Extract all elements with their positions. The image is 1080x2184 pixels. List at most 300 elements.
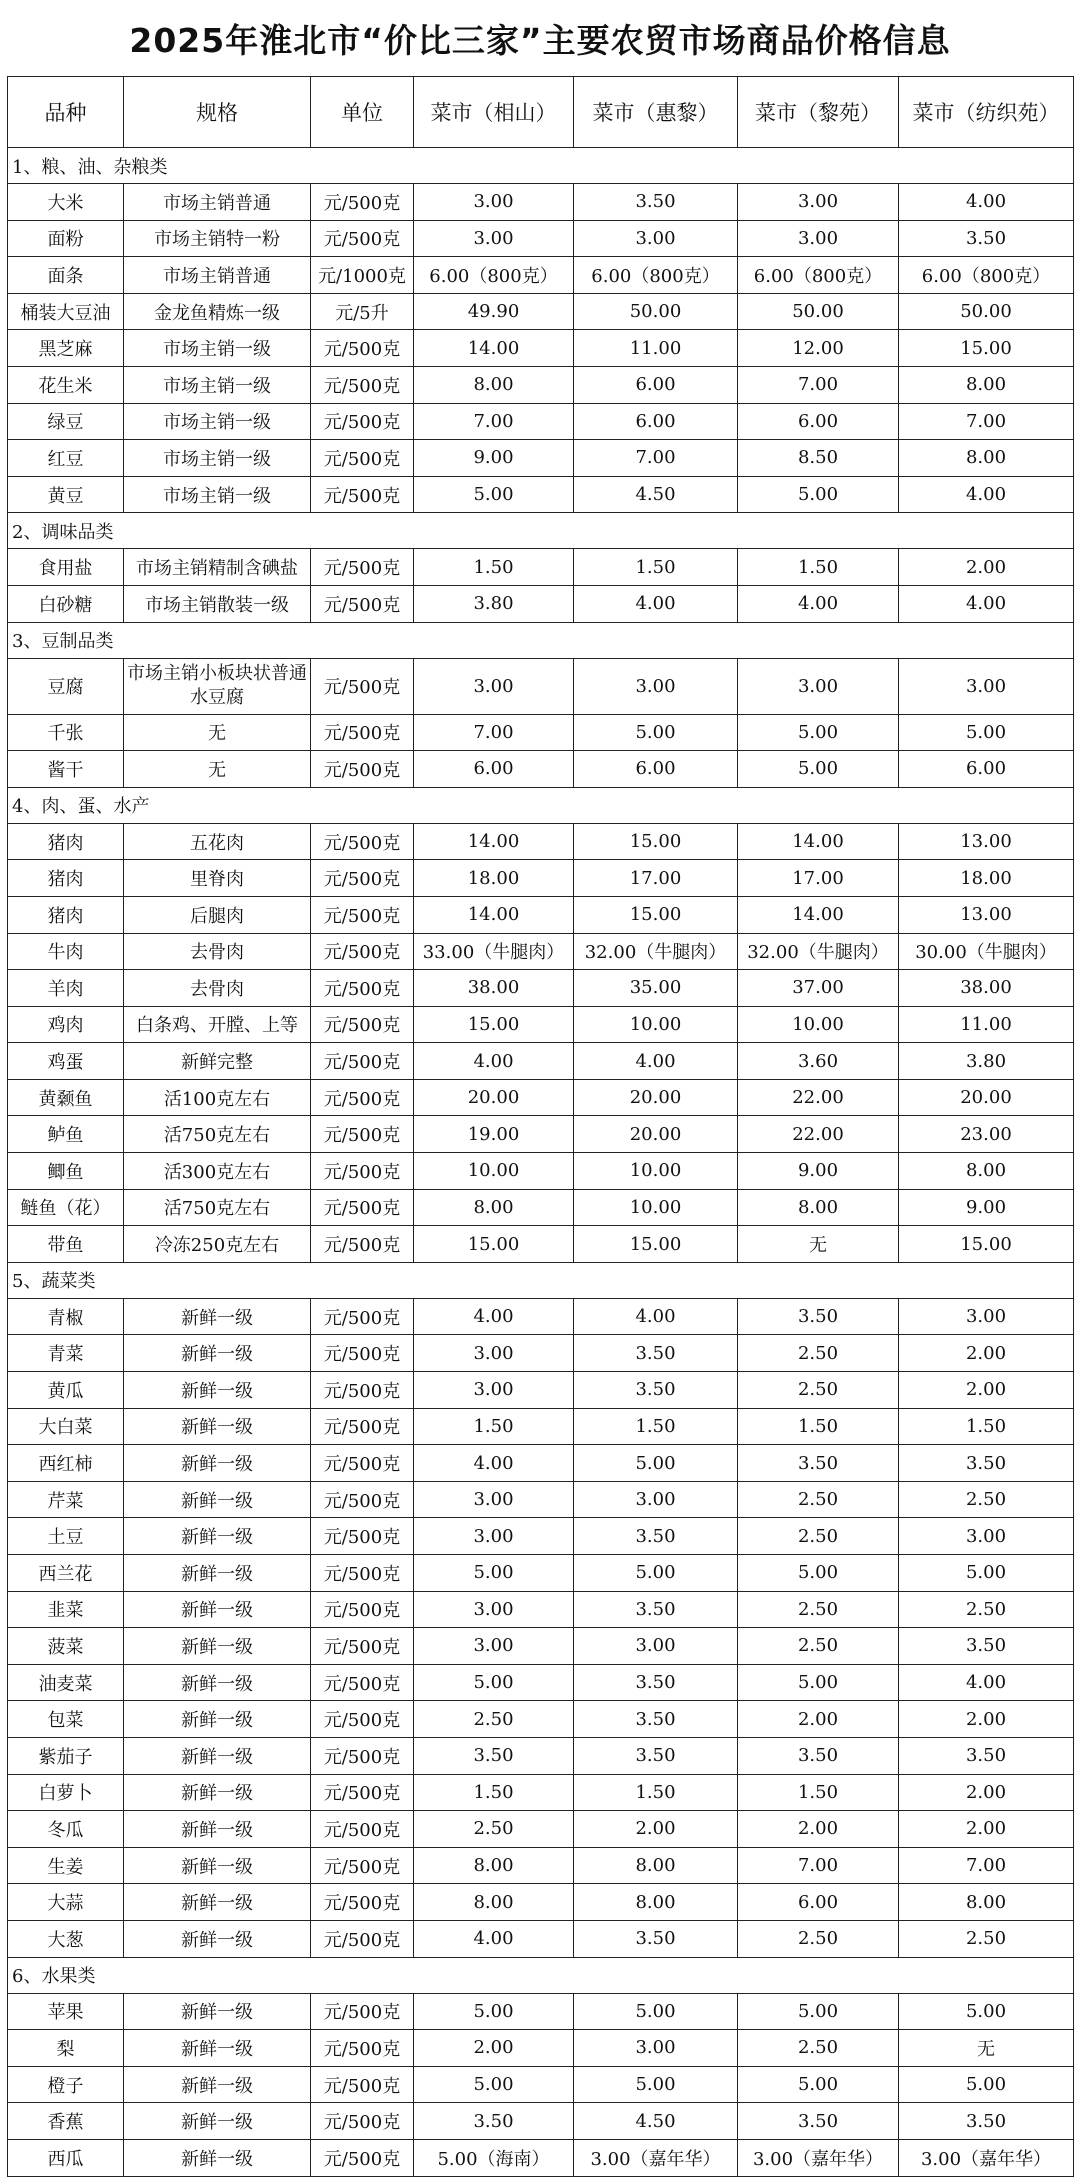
price-fangzhiyuan: 50.00 [899, 293, 1074, 330]
price-huili: 20.00 [574, 1079, 738, 1116]
price-fangzhiyuan: 9.00 [899, 1189, 1074, 1226]
price-huili: 3.50 [574, 184, 738, 221]
header-row [8, 77, 1074, 148]
price-liyuan: 5.00 [738, 476, 899, 513]
table-row [8, 2139, 1074, 2176]
price-xiangshan: 14.00 [414, 330, 574, 367]
spec-cell: 新鲜一级 [124, 1774, 311, 1811]
price-fangzhiyuan: 3.50 [899, 1737, 1074, 1774]
variety-cell: 白萝卜 [8, 1774, 124, 1811]
price-xiangshan: 5.00 [414, 1555, 574, 1592]
price-xiangshan: 3.80 [414, 585, 574, 622]
price-huili: 3.00 [574, 1628, 738, 1665]
price-fangzhiyuan: 3.00 [899, 1298, 1074, 1335]
table-row [8, 1445, 1074, 1482]
unit-cell: 元/500克 [311, 1884, 414, 1921]
price-liyuan: 1.50 [738, 1774, 899, 1811]
spec-cell: 新鲜一级 [124, 1737, 311, 1774]
variety-cell: 鸡肉 [8, 1006, 124, 1043]
spec-cell: 无 [124, 714, 311, 751]
unit-cell: 元/500克 [311, 403, 414, 440]
variety-cell: 牛肉 [8, 933, 124, 970]
variety-cell: 鲢鱼（花） [8, 1189, 124, 1226]
price-liyuan: 3.00 [738, 658, 899, 714]
price-liyuan: 5.00 [738, 2066, 899, 2103]
spec-cell: 市场主销一级 [124, 330, 311, 367]
variety-cell: 西红柿 [8, 1445, 124, 1482]
unit-cell: 元/500克 [311, 1043, 414, 1080]
table-row [8, 1189, 1074, 1226]
price-xiangshan: 1.50 [414, 549, 574, 586]
variety-cell: 羊肉 [8, 970, 124, 1007]
price-table [7, 76, 1074, 2177]
unit-cell: 元/500克 [311, 1920, 414, 1957]
price-liyuan: 50.00 [738, 293, 899, 330]
price-fangzhiyuan: 3.50 [899, 2103, 1074, 2140]
variety-cell: 酱干 [8, 751, 124, 788]
price-fangzhiyuan: 5.00 [899, 1993, 1074, 2030]
price-huili: 3.00 [574, 2030, 738, 2067]
price-huili: 50.00 [574, 293, 738, 330]
price-huili: 32.00（牛腿肉） [574, 933, 738, 970]
price-fangzhiyuan: 4.00 [899, 585, 1074, 622]
price-xiangshan: 5.00 [414, 476, 574, 513]
price-liyuan: 2.50 [738, 1518, 899, 1555]
spec-cell: 新鲜一级 [124, 1664, 311, 1701]
table-row [8, 2066, 1074, 2103]
table-row [8, 403, 1074, 440]
variety-cell: 大白菜 [8, 1408, 124, 1445]
price-huili: 5.00 [574, 2066, 738, 2103]
price-liyuan: 9.00 [738, 1153, 899, 1190]
price-liyuan: 2.00 [738, 1811, 899, 1848]
table-row [8, 1884, 1074, 1921]
table-row [8, 585, 1074, 622]
price-xiangshan: 8.00 [414, 1884, 574, 1921]
category-row [8, 148, 1074, 184]
price-fangzhiyuan: 2.00 [899, 1335, 1074, 1372]
price-huili: 6.00 [574, 366, 738, 403]
table-row [8, 1628, 1074, 1665]
spec-cell: 后腿肉 [124, 896, 311, 933]
price-xiangshan: 4.00 [414, 1445, 574, 1482]
price-xiangshan: 3.00 [414, 1335, 574, 1372]
price-huili: 3.50 [574, 1701, 738, 1738]
table-row [8, 476, 1074, 513]
price-fangzhiyuan: 7.00 [899, 1847, 1074, 1884]
table-row [8, 1811, 1074, 1848]
unit-cell: 元/500克 [311, 440, 414, 477]
table-row [8, 2103, 1074, 2140]
price-liyuan: 3.60 [738, 1043, 899, 1080]
price-fangzhiyuan: 11.00 [899, 1006, 1074, 1043]
table-row [8, 896, 1074, 933]
price-fangzhiyuan: 2.00 [899, 1372, 1074, 1409]
price-xiangshan: 5.00 [414, 1993, 574, 2030]
spec-cell: 市场主销普通 [124, 184, 311, 221]
header-market-liyuan: 菜市（黎苑） [738, 77, 899, 148]
price-xiangshan: 14.00 [414, 896, 574, 933]
unit-cell: 元/500克 [311, 2030, 414, 2067]
variety-cell: 面粉 [8, 220, 124, 257]
variety-cell: 绿豆 [8, 403, 124, 440]
price-fangzhiyuan: 5.00 [899, 1555, 1074, 1592]
price-xiangshan: 8.00 [414, 366, 574, 403]
category-label: 5、蔬菜类 [8, 1262, 1074, 1298]
price-huili: 1.50 [574, 1774, 738, 1811]
price-huili: 3.00 [574, 220, 738, 257]
category-row [8, 787, 1074, 823]
table-row [8, 1043, 1074, 1080]
price-liyuan: 2.50 [738, 1335, 899, 1372]
variety-cell: 冬瓜 [8, 1811, 124, 1848]
price-huili: 5.00 [574, 1445, 738, 1482]
price-liyuan: 2.50 [738, 1591, 899, 1628]
price-huili: 6.00 [574, 403, 738, 440]
unit-cell: 元/500克 [311, 1628, 414, 1665]
price-fangzhiyuan: 13.00 [899, 896, 1074, 933]
price-xiangshan: 3.00 [414, 220, 574, 257]
price-liyuan: 6.00 [738, 1884, 899, 1921]
spec-cell: 市场主销普通 [124, 257, 311, 294]
spec-cell: 市场主销散装一级 [124, 585, 311, 622]
price-fangzhiyuan: 8.00 [899, 1153, 1074, 1190]
table-row [8, 440, 1074, 477]
unit-cell: 元/500克 [311, 1153, 414, 1190]
price-huili: 3.50 [574, 1920, 738, 1957]
table-row [8, 860, 1074, 897]
price-fangzhiyuan: 3.00 [899, 658, 1074, 714]
price-xiangshan: 49.90 [414, 293, 574, 330]
price-liyuan: 无 [738, 1226, 899, 1263]
price-xiangshan: 2.00 [414, 2030, 574, 2067]
variety-cell: 橙子 [8, 2066, 124, 2103]
spec-cell: 新鲜一级 [124, 1701, 311, 1738]
unit-cell: 元/500克 [311, 366, 414, 403]
variety-cell: 黄瓜 [8, 1372, 124, 1409]
price-liyuan: 8.50 [738, 440, 899, 477]
unit-cell: 元/500克 [311, 1189, 414, 1226]
price-fangzhiyuan: 2.50 [899, 1481, 1074, 1518]
unit-cell: 元/1000克 [311, 257, 414, 294]
price-xiangshan: 3.00 [414, 1372, 574, 1409]
price-huili: 4.00 [574, 585, 738, 622]
price-huili: 8.00 [574, 1884, 738, 1921]
spec-cell: 新鲜一级 [124, 2139, 311, 2176]
price-xiangshan: 5.00 [414, 2066, 574, 2103]
price-xiangshan: 6.00 [414, 751, 574, 788]
price-liyuan: 2.50 [738, 1628, 899, 1665]
price-liyuan: 5.00 [738, 1664, 899, 1701]
price-liyuan: 2.00 [738, 1701, 899, 1738]
price-huili: 20.00 [574, 1116, 738, 1153]
table-row [8, 1335, 1074, 1372]
price-xiangshan: 3.00 [414, 1591, 574, 1628]
category-label: 3、豆制品类 [8, 622, 1074, 658]
price-huili: 3.50 [574, 1518, 738, 1555]
unit-cell: 元/500克 [311, 1701, 414, 1738]
table-row [8, 1774, 1074, 1811]
category-row [8, 1957, 1074, 1993]
table-row [8, 1298, 1074, 1335]
spec-cell: 新鲜一级 [124, 1993, 311, 2030]
price-huili: 5.00 [574, 1993, 738, 2030]
price-huili: 4.00 [574, 1298, 738, 1335]
unit-cell: 元/500克 [311, 1079, 414, 1116]
price-xiangshan: 3.00 [414, 1481, 574, 1518]
unit-cell: 元/500克 [311, 1774, 414, 1811]
variety-cell: 鲫鱼 [8, 1153, 124, 1190]
price-xiangshan: 8.00 [414, 1189, 574, 1226]
category-row [8, 1262, 1074, 1298]
spec-cell: 新鲜一级 [124, 1628, 311, 1665]
category-label: 6、水果类 [8, 1957, 1074, 1993]
variety-cell: 菠菜 [8, 1628, 124, 1665]
table-row [8, 970, 1074, 1007]
price-xiangshan: 9.00 [414, 440, 574, 477]
price-fangzhiyuan: 30.00（牛腿肉） [899, 933, 1074, 970]
unit-cell: 元/500克 [311, 1335, 414, 1372]
spec-cell: 新鲜一级 [124, 1811, 311, 1848]
variety-cell: 芹菜 [8, 1481, 124, 1518]
price-huili: 5.00 [574, 1555, 738, 1592]
table-body [8, 148, 1074, 2177]
unit-cell: 元/500克 [311, 1116, 414, 1153]
variety-cell: 鸡蛋 [8, 1043, 124, 1080]
price-fangzhiyuan: 3.80 [899, 1043, 1074, 1080]
price-xiangshan: 6.00（800克） [414, 257, 574, 294]
price-fangzhiyuan: 2.50 [899, 1920, 1074, 1957]
price-fangzhiyuan: 2.00 [899, 1701, 1074, 1738]
variety-cell: 猪肉 [8, 860, 124, 897]
spec-cell: 五花肉 [124, 823, 311, 860]
variety-cell: 鲈鱼 [8, 1116, 124, 1153]
price-liyuan: 22.00 [738, 1116, 899, 1153]
price-fangzhiyuan: 38.00 [899, 970, 1074, 1007]
spec-cell: 市场主销特一粉 [124, 220, 311, 257]
spec-cell: 市场主销一级 [124, 403, 311, 440]
price-huili: 5.00 [574, 714, 738, 751]
price-liyuan: 2.50 [738, 1372, 899, 1409]
variety-cell: 红豆 [8, 440, 124, 477]
price-huili: 7.00 [574, 440, 738, 477]
price-fangzhiyuan: 2.50 [899, 1591, 1074, 1628]
spec-cell: 里脊肉 [124, 860, 311, 897]
spec-cell: 新鲜一级 [124, 2066, 311, 2103]
price-liyuan: 12.00 [738, 330, 899, 367]
price-xiangshan: 33.00（牛腿肉） [414, 933, 574, 970]
price-xiangshan: 18.00 [414, 860, 574, 897]
spec-cell: 活100克左右 [124, 1079, 311, 1116]
unit-cell: 元/500克 [311, 549, 414, 586]
price-liyuan: 3.00 [738, 220, 899, 257]
price-fangzhiyuan: 5.00 [899, 714, 1074, 751]
price-huili: 2.00 [574, 1811, 738, 1848]
price-fangzhiyuan: 7.00 [899, 403, 1074, 440]
variety-cell: 青菜 [8, 1335, 124, 1372]
price-xiangshan: 3.00 [414, 1628, 574, 1665]
price-liyuan: 5.00 [738, 714, 899, 751]
price-xiangshan: 5.00 [414, 1664, 574, 1701]
price-xiangshan: 20.00 [414, 1079, 574, 1116]
variety-cell: 紫茄子 [8, 1737, 124, 1774]
unit-cell: 元/500克 [311, 2066, 414, 2103]
table-row [8, 1006, 1074, 1043]
unit-cell: 元/5升 [311, 293, 414, 330]
document-title: 2025年淮北市“价比三家”主要农贸市场商品价格信息 [129, 20, 951, 60]
price-xiangshan: 3.00 [414, 1518, 574, 1555]
variety-cell: 黄颡鱼 [8, 1079, 124, 1116]
price-fangzhiyuan: 3.00（嘉年华） [899, 2139, 1074, 2176]
price-huili: 6.00 [574, 751, 738, 788]
unit-cell: 元/500克 [311, 1591, 414, 1628]
variety-cell: 苹果 [8, 1993, 124, 2030]
table-row [8, 1481, 1074, 1518]
price-liyuan: 5.00 [738, 1993, 899, 2030]
price-huili: 10.00 [574, 1153, 738, 1190]
variety-cell: 土豆 [8, 1518, 124, 1555]
price-fangzhiyuan: 4.00 [899, 1664, 1074, 1701]
spec-cell: 新鲜一级 [124, 1847, 311, 1884]
price-liyuan: 3.00（嘉年华） [738, 2139, 899, 2176]
table-row [8, 1737, 1074, 1774]
spec-cell: 新鲜一级 [124, 2103, 311, 2140]
price-xiangshan: 1.50 [414, 1408, 574, 1445]
variety-cell: 大蒜 [8, 1884, 124, 1921]
price-fangzhiyuan: 3.50 [899, 220, 1074, 257]
price-xiangshan: 2.50 [414, 1811, 574, 1848]
table-row [8, 1920, 1074, 1957]
variety-cell: 带鱼 [8, 1226, 124, 1263]
spec-cell: 市场主销小板块状普通水豆腐 [124, 658, 311, 714]
unit-cell: 元/500克 [311, 1298, 414, 1335]
unit-cell: 元/500克 [311, 860, 414, 897]
spec-cell: 新鲜完整 [124, 1043, 311, 1080]
price-huili: 15.00 [574, 1226, 738, 1263]
unit-cell: 元/500克 [311, 1481, 414, 1518]
header-variety: 品种 [8, 77, 124, 148]
variety-cell: 豆腐 [8, 658, 124, 714]
price-xiangshan: 7.00 [414, 403, 574, 440]
price-huili: 15.00 [574, 823, 738, 860]
price-fangzhiyuan: 6.00 [899, 751, 1074, 788]
price-xiangshan: 3.50 [414, 1737, 574, 1774]
table-row [8, 1993, 1074, 2030]
spec-cell: 新鲜一级 [124, 1445, 311, 1482]
price-xiangshan: 4.00 [414, 1298, 574, 1335]
price-liyuan: 14.00 [738, 896, 899, 933]
spec-cell: 无 [124, 751, 311, 788]
variety-cell: 猪肉 [8, 823, 124, 860]
spec-cell: 冷冻250克左右 [124, 1226, 311, 1263]
unit-cell: 元/500克 [311, 330, 414, 367]
spec-cell: 新鲜一级 [124, 1884, 311, 1921]
price-huili: 35.00 [574, 970, 738, 1007]
price-liyuan: 1.50 [738, 549, 899, 586]
price-fangzhiyuan: 20.00 [899, 1079, 1074, 1116]
unit-cell: 元/500克 [311, 1006, 414, 1043]
spec-cell: 活750克左右 [124, 1189, 311, 1226]
variety-cell: 包菜 [8, 1701, 124, 1738]
spec-cell: 新鲜一级 [124, 1335, 311, 1372]
price-xiangshan: 8.00 [414, 1847, 574, 1884]
price-xiangshan: 7.00 [414, 714, 574, 751]
price-huili: 6.00（800克） [574, 257, 738, 294]
variety-cell: 白砂糖 [8, 585, 124, 622]
table-row [8, 1664, 1074, 1701]
price-liyuan: 7.00 [738, 366, 899, 403]
variety-cell: 黄豆 [8, 476, 124, 513]
unit-cell: 元/500克 [311, 1993, 414, 2030]
unit-cell: 元/500克 [311, 1811, 414, 1848]
price-fangzhiyuan: 2.00 [899, 1774, 1074, 1811]
spec-cell: 金龙鱼精炼一级 [124, 293, 311, 330]
unit-cell: 元/500克 [311, 823, 414, 860]
table-row [8, 1518, 1074, 1555]
spec-cell: 新鲜一级 [124, 1920, 311, 1957]
price-fangzhiyuan: 18.00 [899, 860, 1074, 897]
price-liyuan: 7.00 [738, 1847, 899, 1884]
price-liyuan: 6.00（800克） [738, 257, 899, 294]
price-huili: 17.00 [574, 860, 738, 897]
price-fangzhiyuan: 2.00 [899, 549, 1074, 586]
spec-cell: 市场主销一级 [124, 440, 311, 477]
spec-cell: 新鲜一级 [124, 1518, 311, 1555]
spec-cell: 白条鸡、开膛、上等 [124, 1006, 311, 1043]
price-fangzhiyuan: 23.00 [899, 1116, 1074, 1153]
price-fangzhiyuan: 3.50 [899, 1445, 1074, 1482]
price-fangzhiyuan: 8.00 [899, 366, 1074, 403]
variety-cell: 生姜 [8, 1847, 124, 1884]
unit-cell: 元/500克 [311, 476, 414, 513]
price-xiangshan: 3.00 [414, 184, 574, 221]
header-unit: 单位 [311, 77, 414, 148]
table-row [8, 366, 1074, 403]
variety-cell: 食用盐 [8, 549, 124, 586]
table-row [8, 1408, 1074, 1445]
price-fangzhiyuan: 15.00 [899, 1226, 1074, 1263]
category-row [8, 622, 1074, 658]
price-liyuan: 17.00 [738, 860, 899, 897]
unit-cell: 元/500克 [311, 1555, 414, 1592]
table-row [8, 549, 1074, 586]
unit-cell: 元/500克 [311, 714, 414, 751]
price-xiangshan: 14.00 [414, 823, 574, 860]
variety-cell: 油麦菜 [8, 1664, 124, 1701]
price-huili: 3.50 [574, 1372, 738, 1409]
price-huili: 3.00 [574, 658, 738, 714]
spec-cell: 新鲜一级 [124, 1481, 311, 1518]
unit-cell: 元/500克 [311, 220, 414, 257]
price-huili: 3.50 [574, 1737, 738, 1774]
table-row [8, 1847, 1074, 1884]
price-huili: 1.50 [574, 549, 738, 586]
price-liyuan: 3.50 [738, 2103, 899, 2140]
spec-cell: 活750克左右 [124, 1116, 311, 1153]
table-row [8, 1226, 1074, 1263]
spec-cell: 新鲜一级 [124, 1372, 311, 1409]
spec-cell: 去骨肉 [124, 970, 311, 1007]
price-fangzhiyuan: 15.00 [899, 330, 1074, 367]
category-label: 4、肉、蛋、水产 [8, 787, 1074, 823]
unit-cell: 元/500克 [311, 896, 414, 933]
unit-cell: 元/500克 [311, 1408, 414, 1445]
price-xiangshan: 1.50 [414, 1774, 574, 1811]
variety-cell: 青椒 [8, 1298, 124, 1335]
table-row [8, 1079, 1074, 1116]
unit-cell: 元/500克 [311, 1445, 414, 1482]
price-liyuan: 37.00 [738, 970, 899, 1007]
